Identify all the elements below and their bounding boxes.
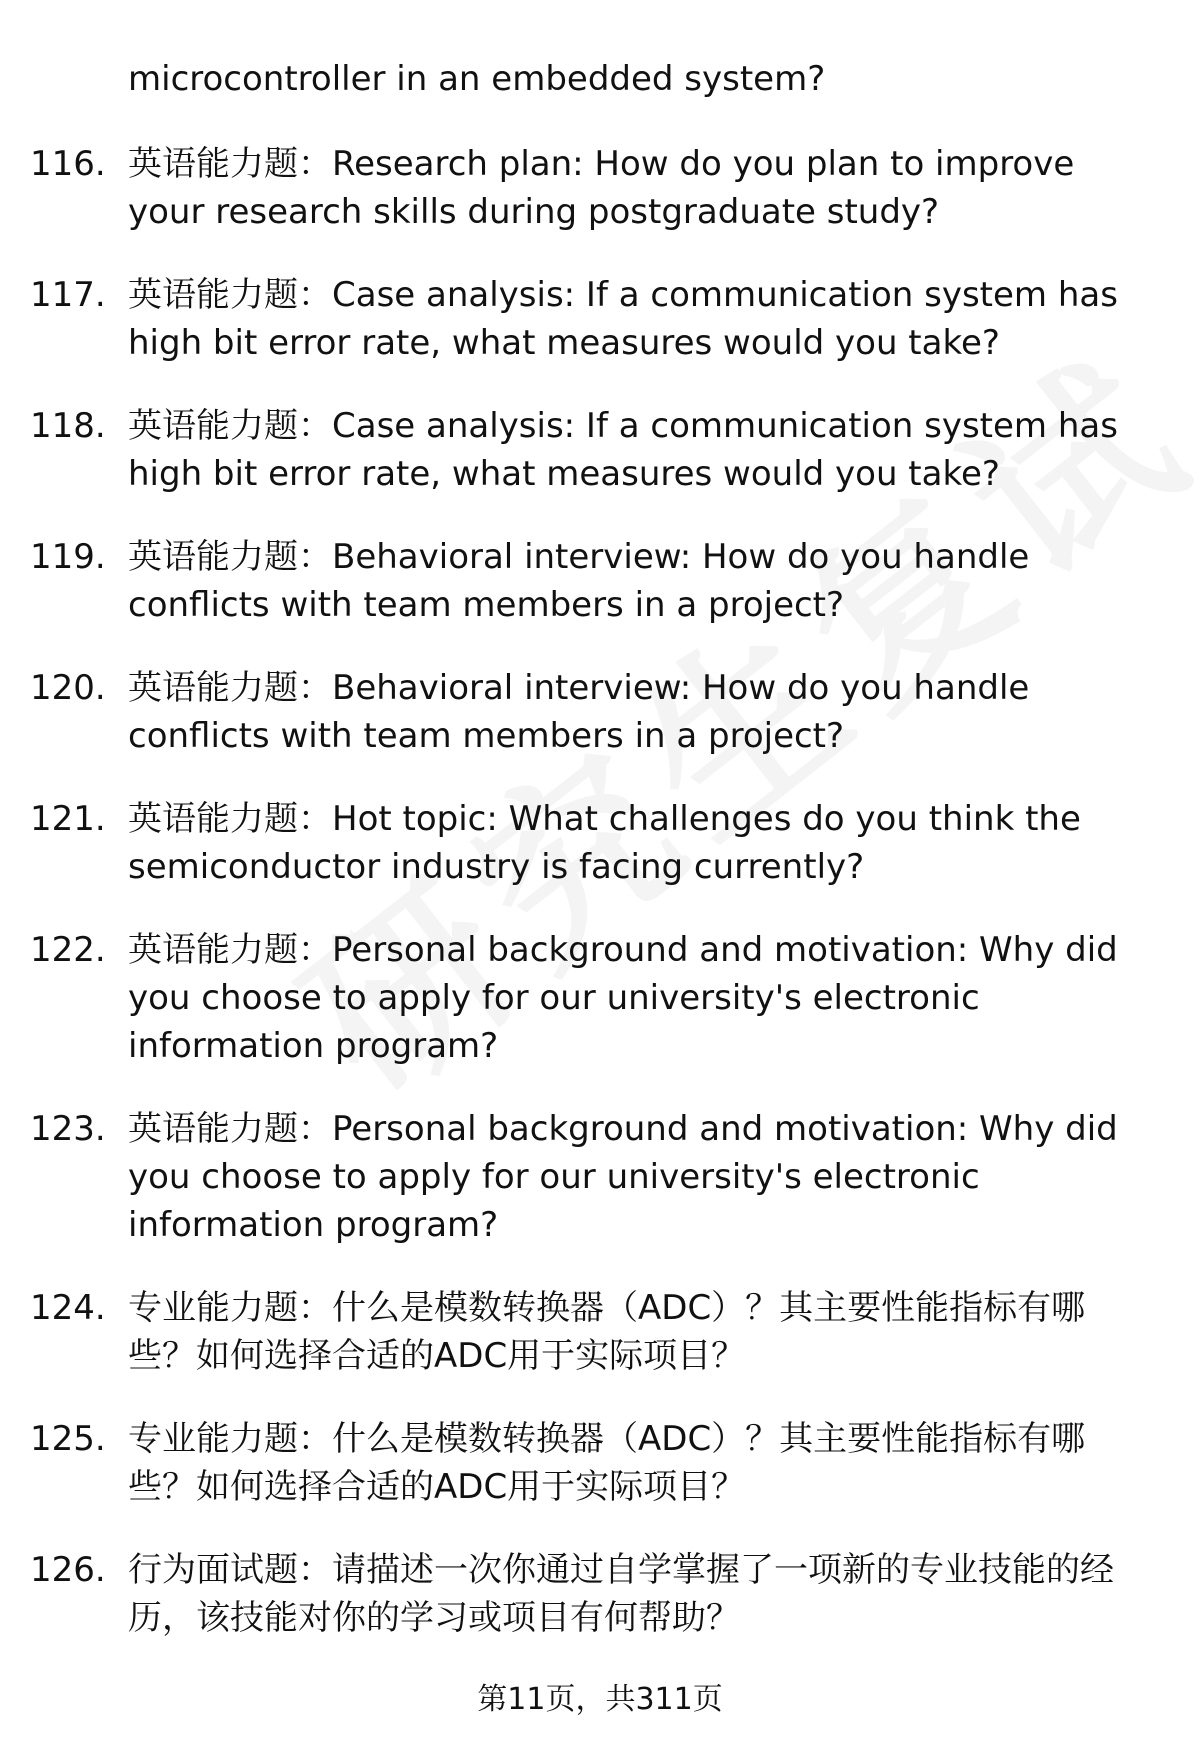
question-text: 英语能力题：Research plan: How do you plan to improve your research skills during postgraduate study? — [128, 144, 1075, 232]
question-number: 118. — [30, 406, 106, 446]
question-text: 英语能力题：Behavioral interview: How do you handle conflicts with team members in a project? — [128, 537, 1030, 625]
question-text: 英语能力题：Hot topic: What challenges do you think the semiconductor industry is facing currently? — [128, 799, 1081, 887]
question-item — [0, 271, 1200, 367]
question-number: 119. — [30, 537, 106, 577]
question-text: 专业能力题：什么是模数转换器（ADC）？其主要性能指标有哪些？如何选择合适的ADC用于实际项目？ — [128, 1288, 1086, 1376]
question-item — [0, 402, 1200, 498]
question-number: 116. — [30, 144, 106, 184]
question-text: 行为面试题：请描述一次你通过自学掌握了一项新的专业技能的经历，该技能对你的学习或项目有何帮助？ — [128, 1550, 1114, 1638]
question-number: 117. — [30, 275, 106, 315]
question-item — [0, 1105, 1200, 1249]
question-text: 英语能力题：Personal background and motivation: Why did you choose to apply for our university's electronic information program? — [128, 930, 1118, 1066]
question-number: 125. — [30, 1419, 106, 1459]
question-number: 126. — [30, 1550, 106, 1590]
question-item — [0, 795, 1200, 891]
question-text: 英语能力题：Case analysis: If a communication system has high bit error rate, what measures would you take? — [128, 406, 1118, 494]
question-number: 122. — [30, 930, 106, 970]
question-continuation-text: microcontroller in an embedded system? — [128, 59, 826, 99]
question-item — [0, 1546, 1200, 1642]
question-list — [0, 140, 1200, 1677]
question-number: 123. — [30, 1109, 106, 1149]
question-item — [0, 533, 1200, 629]
question-text: 英语能力题：Case analysis: If a communication system has high bit error rate, what measures would you take? — [128, 275, 1118, 363]
question-item — [0, 1284, 1200, 1380]
question-item — [0, 1415, 1200, 1511]
question-text: 英语能力题：Behavioral interview: How do you handle conflicts with team members in a project? — [128, 668, 1030, 756]
question-item — [0, 140, 1200, 236]
question-item — [0, 926, 1200, 1070]
question-number: 120. — [30, 668, 106, 708]
question-item — [0, 664, 1200, 760]
question-number: 121. — [30, 799, 106, 839]
page-footer: 第11页，共311页 — [477, 1682, 723, 1717]
question-text: 英语能力题：Personal background and motivation: Why did you choose to apply for our university's electronic information program? — [128, 1109, 1118, 1245]
question-text: 专业能力题：什么是模数转换器（ADC）？其主要性能指标有哪些？如何选择合适的ADC用于实际项目？ — [128, 1419, 1086, 1507]
question-number: 124. — [30, 1288, 106, 1328]
